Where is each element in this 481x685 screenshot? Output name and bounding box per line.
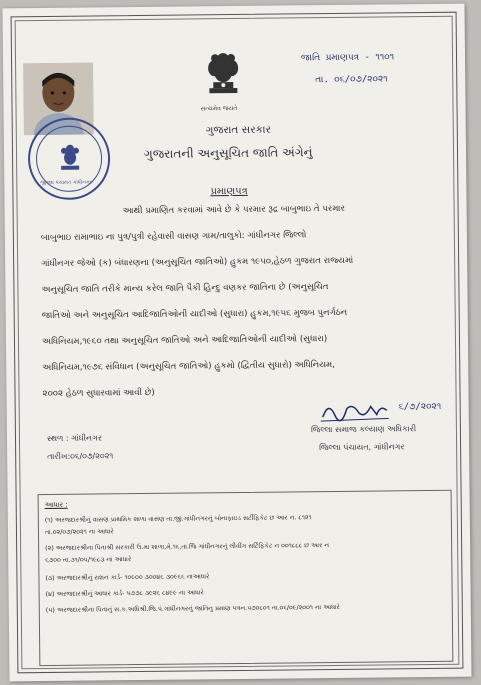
officer-title: જિલ્લા સમાજ કલ્યાણ અધિકારી [310,424,417,435]
certificate-heading: પ્રમાણપત્ર [210,185,248,198]
basis-item-3: (૩) અરજદારશ્રીનું રાશન કાર્ડ- ૧૦૯૦૦ ૩૦૦૪૬ ૩૦૯૬૬ નાઆધારે [45,573,210,583]
basis-item-5: (૫) અરજદારશ્રીના પિતાનું સ.ક.અધિશ્રી.જિ.પં.ગાંધીનગરનું જાતિનુ પ્રમાણ પત્રન.૫૭૦૮૦૧ તા.૦૬/૦૯/૨૦૦૧ ના આધારે [45,603,340,615]
officer-office: જિલ્લા પંચાયત, ગાંધીનગર [319,442,405,453]
basis-item-4: (૪) અરજદારશ્રીનું આધાર કાર્ડ- ૫૭૭૮ ૩૯૨૬ ૮૪૯૯ ના આધારે [45,589,204,599]
government-name: ગુજરાત સરકાર [205,123,272,137]
body-line-3: ગાંધીનગર જેઓ (ક) બંધારણના (અનુસૂચિત જાતિઓ) હુકમ ૧૯૫૦,હેઠળ ગુજરાત રાજ્યમાં [41,255,354,270]
basis-item-2: (૨) અરજદારશ્રીના પિતાશ્રી સરકારી ઉ.મા શાળા,મે.૧૬,તા.જિ ગાંધીનગરનું લીવીંગ સર્ટિફિકેટ ન ૦૦૧૮૮૮ છ આર ન [45,542,330,553]
seal-text: જીલ્લા પંચાયત ગાંધીનગર [40,179,93,187]
motto: સત્યમેવ જયતે [200,104,238,113]
basis-item-1: (૧) અરજદારશ્રીનું વાસણ પ્રાથમિક શાળા વાસણ તા.જી.ગાંધીનગરનું બોનાફાઇડ સર્ટીફિકેટ છ આર ન. ૮૧૨૧ [44,514,312,525]
basis-item-1b: તા.૦૨/૦૭/૨૦૨૧ ના આધારે [44,528,114,537]
national-emblem-icon [201,46,246,98]
officer-signature-icon [319,396,409,425]
seal-emblem-icon [57,142,83,172]
certificate-number: જાતિ પ્રમાણપત્ર - ૧૧૦૧ [300,52,395,64]
body-line-8: ૨૦૦૨ હેઠળ સુધારવામાં આવી છે) [42,387,155,400]
body-line-4: અનુસૂચિત જાતિ તરીકે માન્ય કરેલ જાતિ પૈકી હિન્દુ વણકર જાતિના છે (અનુસૂચિત [41,282,329,296]
body-line-2: બાબુભાઇ રામાભાઇ ના પુત્ર/પુત્રી રહેવાસી વાસણ ગામ/તાલુકો: ગાંધીનગર જિલ્લો [40,230,307,244]
body-line-1: આથી પ્રમાણિત કરવામાં આવે છે કે પરમાર રૂદ્ર બાબુભાઇ તે પરમાર [122,203,346,217]
certificate-date: તા. ૦૬/૦૭/૨૦૨૧ [315,74,388,86]
basis-heading: આધાર : [44,500,68,510]
certificate-paper [2,4,471,682]
place: સ્થળ : ગાંધીનગર [46,433,102,443]
body-line-6: અધિનિયમ,૧૯૬૦ તથા અનુસૂચિત જાતિઓ અને આદિજાતિઓની યાદીઓ (સુધારા) [41,334,328,348]
signature-date: ૬/૭/૨૦૨૧ [398,401,442,413]
body-line-5: જાતિઓ અને અનુસૂચિત આદિજાતિઓની યાદીઓ (સુધારા) હુકમ,૧૯૫૬ મુજબ પુનર્ગઠન [41,307,348,322]
document-title: ગુજરાતની અનુસૂચિત જાતિ અંગેનું [143,145,313,161]
body-line-7: અધિનિયમ,૧૯૭૬ સંવિધાન (અનુસૂચિત જાતિઓ) હુકમો (દ્વિતીય સુધારો) અધિનિયમ, [42,359,335,374]
official-seal [28,117,111,200]
basis-item-2b: ૬૭૦૦ તા.૩૧/૦૫/૧૯૮૩ ના આધારે [45,556,132,565]
issue-date: તારીખ:૦૬/૦૭/૨૦૨૧ [47,451,114,461]
basis-section [38,490,454,666]
